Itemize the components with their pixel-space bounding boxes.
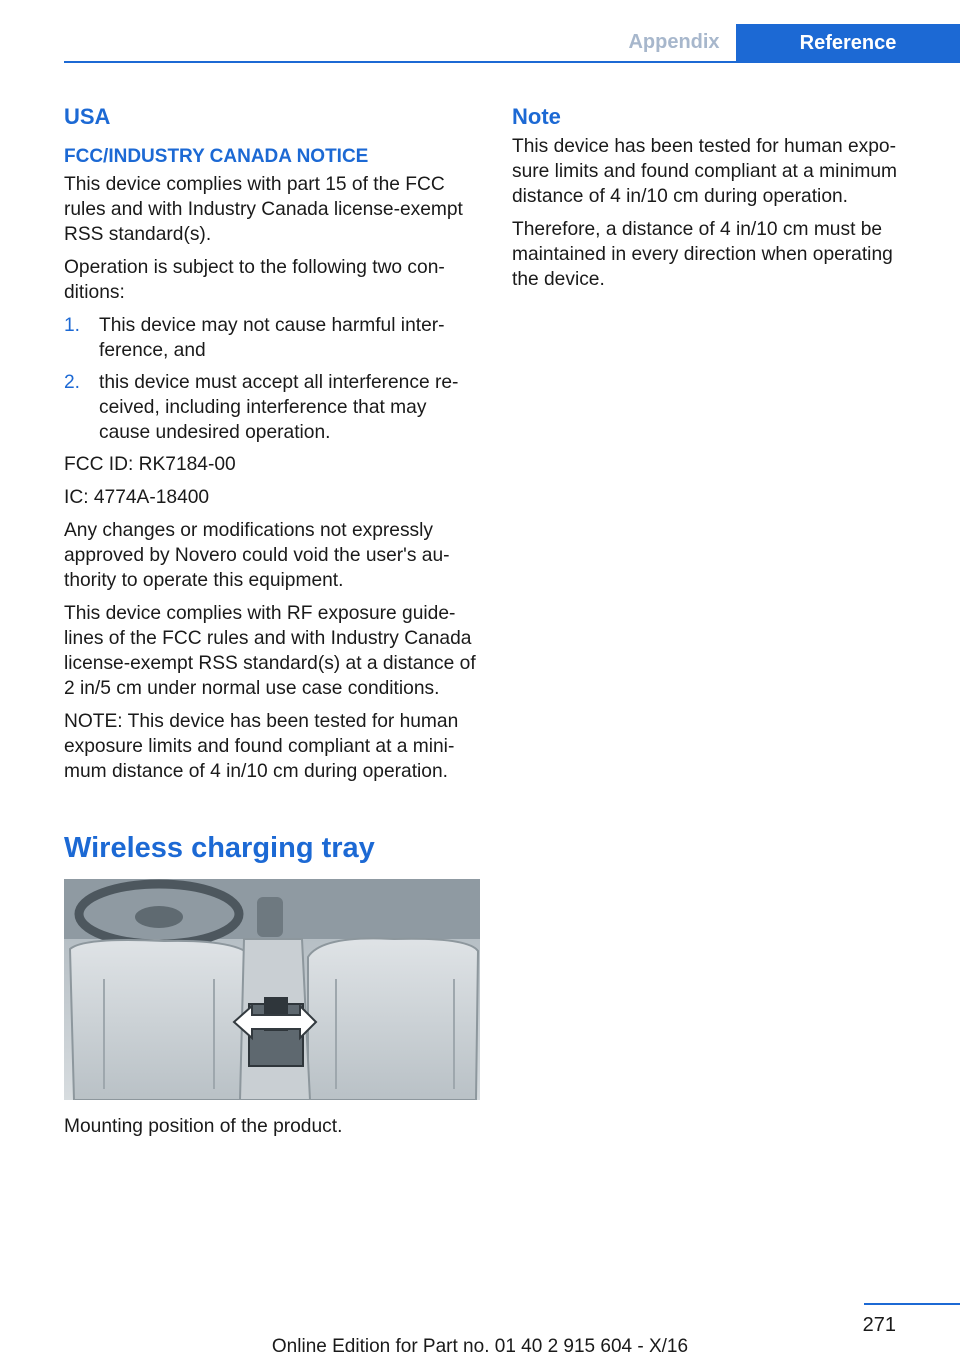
list-text: This device may not cause harmful interference, and — [99, 315, 445, 361]
online-edition-note: Online Edition for Part no. 01 40 2 915 604 - X/16 — [271, 1336, 689, 1357]
conditions-list — [64, 313, 480, 445]
paragraph-note: NOTE: This device has been tested for human exposure limits and found compliant at a minimum distance of 4 in/10 cm during operation. — [64, 711, 459, 782]
fcc-id: FCC ID: RK7184-00 — [64, 454, 236, 475]
paragraph-compliance: This device complies with part 15 of the FCC rules and with Industry Canada license-exempt RSS standard(s). — [64, 174, 463, 245]
note-paragraph-2: Therefore, a distance of 4 in/10 cm must be maintained in every direction when operating the device. — [512, 219, 893, 290]
list-text: this device must accept all interference received, including interference that may cause undesired operation. — [99, 372, 459, 443]
figure-caption: Mounting position of the product. — [64, 1116, 343, 1137]
footer-rule — [864, 1303, 960, 1305]
list-number: 2. — [64, 372, 81, 393]
interior-illustration — [64, 879, 480, 1100]
paragraph-rf-exposure: This device complies with RF exposure guidelines of the FCC rules and with Industry Canada license-exempt RSS standard(s) at a distance of 2 in/5 cm under normal use case conditions. — [64, 603, 476, 699]
tab-reference[interactable]: Reference — [736, 24, 960, 62]
list-item — [64, 313, 480, 363]
paragraph-operation: Operation is subject to the following two conditions: — [64, 257, 445, 303]
tab-appendix[interactable]: Appendix — [628, 31, 720, 53]
left-column — [64, 98, 480, 1147]
section-title: Wireless charging tray — [64, 832, 375, 864]
heading-fcc-notice: FCC/INDUSTRY CANADA NOTICE — [64, 146, 369, 167]
heading-usa: USA — [64, 104, 111, 129]
car-interior-image — [64, 879, 480, 1100]
page-number: 271 — [862, 1314, 896, 1336]
list-item — [64, 370, 480, 445]
note-heading: Note — [512, 104, 561, 129]
paragraph-modifications: Any changes or modifications not expressly approved by Novero could void the user's authority to operate this equipment. — [64, 520, 450, 591]
note-paragraph-1: This device has been tested for human exposure limits and found compliant at a minimum distance of 4 in/10 cm during operation. — [512, 136, 897, 207]
right-column — [512, 98, 924, 300]
ic-id: IC: 4774A-18400 — [64, 487, 210, 508]
list-number: 1. — [64, 315, 81, 336]
